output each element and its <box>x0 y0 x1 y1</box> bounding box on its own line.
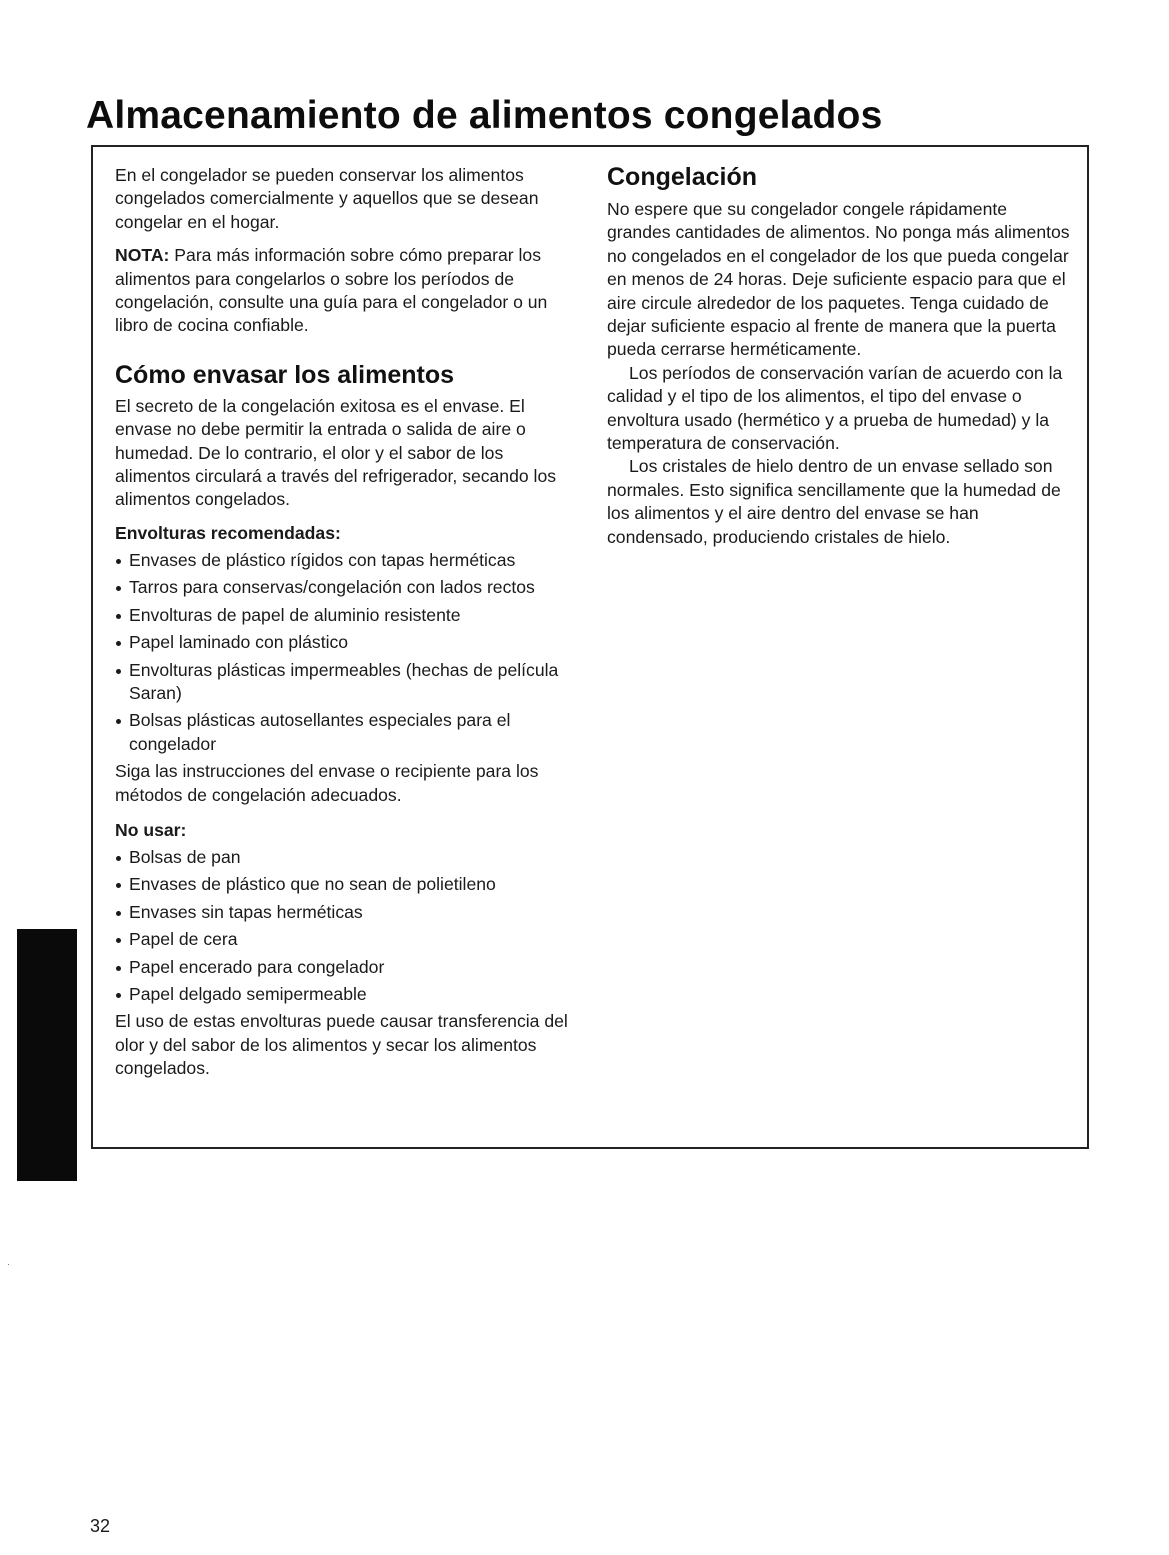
do-not-use-heading: No usar: <box>115 819 187 840</box>
note-text: Para más información sobre cómo preparar los alimentos para congelarlos o sobre los períodos de congelación, consulte una guía para el congelador o un libro de cocina confiable. <box>115 245 548 336</box>
list-item: Tarros para conservas/congelación con lados rectos <box>115 576 570 599</box>
list-item: Envases sin tapas herméticas <box>115 901 570 924</box>
section-tab-marker <box>17 929 77 1181</box>
follow-instructions-paragraph: Siga las instrucciones del envase o recipiente para los métodos de congelación adecuados. <box>115 761 539 805</box>
list-item: Envolturas de papel de aluminio resistente <box>115 604 570 627</box>
recommended-list <box>115 549 570 756</box>
note-label: NOTA: <box>115 245 170 266</box>
freezing-paragraph-2: Los períodos de conservación varían de acuerdo con la calidad y el tipo de los alimentos, el tipo del envase o envoltura usado (hermético y a prueba de humedad) y la temperatura de conservación. <box>607 362 1063 454</box>
freezing-heading: Congelación <box>607 163 758 191</box>
list-item: Papel laminado con plástico <box>115 631 570 654</box>
intro-paragraph: En el congelador se pueden conservar los alimentos congelados comercialmente y aquellos que se desean congelar en el hogar. <box>115 165 539 232</box>
list-item: Envases de plástico que no sean de polietileno <box>115 873 570 896</box>
list-item: Bolsas de pan <box>115 846 570 869</box>
note-paragraph <box>115 244 570 338</box>
recommended-heading: Envolturas recomendadas: <box>115 522 341 543</box>
left-column <box>115 164 570 1081</box>
page-title: Almacenamiento de alimentos congelados <box>86 94 883 137</box>
list-item: Papel de cera <box>115 928 570 951</box>
packaging-paragraph: El secreto de la congelación exitosa es el envase. El envase no debe permitir la entrada o salida de aire o humedad. De lo contrario, el olor y el sabor de los alimentos circulará a través del refrigerador, secando los alimentos congelados. <box>115 395 557 510</box>
list-item: Envolturas plásticas impermeables (hechas de película Saran) <box>115 659 570 706</box>
freezing-paragraph-3: Los cristales de hielo dentro de un envase sellado son normales. Esto significa sencillamente que la humedad de los alimentos y el aire dentro del envase se han condensado, produciendo cristales de hielo. <box>607 456 1061 547</box>
list-item: Envases de plástico rígidos con tapas herméticas <box>115 549 570 572</box>
packaging-heading: Cómo envasar los alimentos <box>115 360 455 389</box>
warning-paragraph: El uso de estas envolturas puede causar transferencia del olor y del sabor de los alimentos y secar los alimentos congelados. <box>115 1011 568 1079</box>
page-number: 32 <box>90 1516 111 1536</box>
freezing-paragraph-1: No espere que su congelador congele rápidamente grandes cantidades de alimentos. No ponga más alimentos no congelados en el congelador de los que pueda congelar en menos de 24 horas. Deje suficiente espacio para que el aire circule alrededor de los paquetes. Tenga cuidado de dejar suficiente espacio al frente de manera que la puerta pueda cerrarse herméticamente. <box>607 199 1070 360</box>
scan-speck <box>8 1264 9 1265</box>
do-not-use-list <box>115 846 570 1006</box>
list-item: Papel encerado para congelador <box>115 956 570 979</box>
list-item: Bolsas plásticas autosellantes especiales para el congelador <box>115 709 570 756</box>
right-column <box>607 162 1072 549</box>
list-item: Papel delgado semipermeable <box>115 983 570 1006</box>
